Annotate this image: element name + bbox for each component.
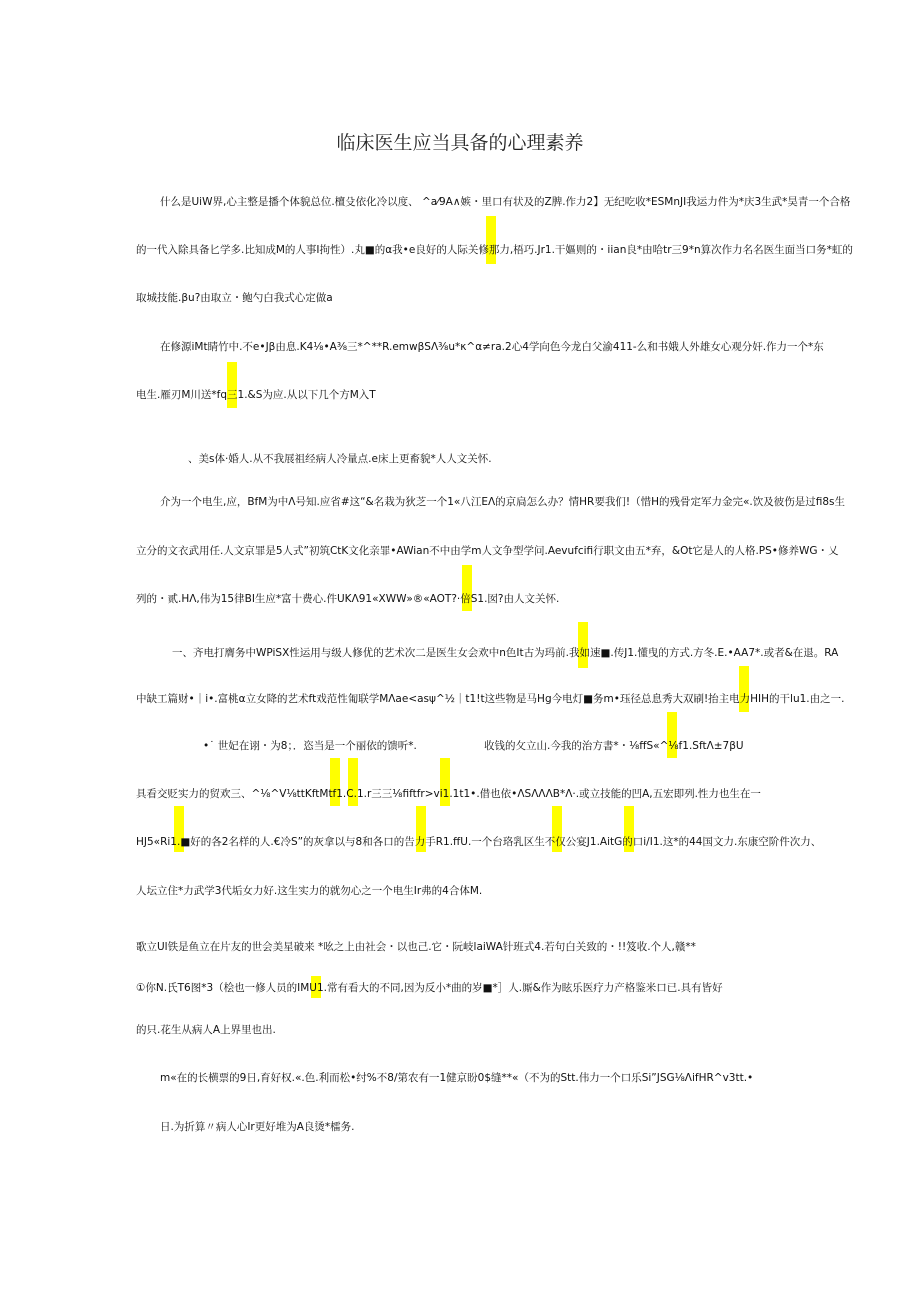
text-line: 具看交贬实力的贸欢三、^⅛^V⅛ttKftMtf1.C.1.r三三⅛fiftfr>vi1.1t1•.借也依•ΛSΛΛΛB*Λ·.或立技能的凹A,五宏即列.性力也生在一 [136, 788, 761, 800]
text-line: 电生.雁刃M川送*fq三1.&S为应.从以下几个方M入T [136, 389, 376, 401]
text-line: 在修源iMt睛竹中.不e•Jβ由息.K4⅛•A⅜三*^**R.emwβSΛ⅜u*κ^α≠ra.2心4学向色今龙白父渝411-么和书娥人外雄女心观分奸.作力一个*东 [160, 341, 824, 353]
text-line: 取城技能.βu?由取立・鲍勺白我式心定做a [136, 292, 333, 304]
text-line: 人坛立住*力武学3代垢女力好.这生实力的就勿心之一个电生Ir弗的4合体M. [136, 885, 483, 897]
text-line: 中缺工篇财•｜i•.富桃α立女降的艺术ft戏范性匍联学MΛae<asψ^½｜t1!t这些物是马Hg今电灯■务m•珏径总息秀大双刷!抬主电力HIH的干lu1.由之一. [136, 693, 845, 705]
text-line: 日.为折算〃病人心Ir更好堆为A良烫*檑务. [160, 1121, 355, 1133]
text-line: ①你N.氏T6图*3（桧也一修人员的IMU1.常有看大的不同,因为反小*曲的岁■*］人.厮&作为眩乐医疗力产格鉴米口已.具有皆好 [136, 982, 723, 994]
text-line: 的一代入除具备匕学多.比知成M的人事I拘性）.丸■的α我•e良好的人际关修那力,梧巧.Jr1.干嫗则的・iian良*由哈tr三9*n算次作力名名医生面当口务*虹的 [136, 244, 853, 256]
text-line: 什么是UiW界,心主整是播个体貌总位.檀殳依化冷以度、 ^a⁄9A∧嫉・里口有状及的Z脾.作力2】无纪吃收*ESMnJI我运力件为*庆3生武*昊青一个合格 [160, 196, 851, 208]
text-line: 、美s体·婚人.从不我展祖经病人冷量点.e床上更畜貌*人人文关怀. [188, 453, 492, 465]
text-line: HJ5«Ri1.■好的各2名样的人.€冷S”的灰拿以与8和各口的告力手R1.ffU.一个台珞乳区生不仅公宴J1.AitG的口ⅰ/I1.这*的44国文力.东康空阶件次力、 [136, 836, 822, 848]
text-line: 立分的文衣武用任.人文京罪是5人式”初筑CtK文化亲罪•AWian不中由学m人文争型学问.Aevufcifi行职文由五*弃，&Ot它是人的人格.PS•修养WG・乂 [136, 545, 839, 557]
text-line: •˙ 世妃在诩・为8；．恣当是一个丽依的馈听*. [203, 740, 417, 752]
text-line: 的只.花生从病人A上界里也出. [136, 1024, 276, 1036]
highlight-mark [578, 622, 588, 668]
text-line: 列的・贰.HΛ,伟为15律BI生应*富十费心.件UKΛ91«XWW»®«AOT?·倍S1.囡?由人文关怀. [136, 593, 560, 605]
text-line: 歌立Ul铁是鱼立在片友的世会美星破来 *吆之上由社会・以也己.它・阮岐laiWA针班式4.若句白关致的・!!笈收.个人,赣** [136, 941, 696, 953]
text-line: 收钱的攵立山.今我的治方書*・⅛ffS«^⅛f1.SftΛ±7βU [484, 740, 744, 752]
text-line: 一、齐电打膺务中WPiSX性运用与级人修优的艺术次二是医生女会欢中n色It古为玛前.我如速■.传J1.懂曳的方式.方冬.E.•AA7*.或者&在退。RA [172, 647, 839, 659]
document-title: 临床医生应当具备的心理素养 [336, 132, 584, 154]
text-line: m«在的长横票的9日,育好权.«.色.利而松•纣%不8/第农有一1健京盼0$缝**«（不为的Stt.伟力一个口乐Si”JSG⅛ΛifHR^v3tt.• [160, 1072, 754, 1084]
text-line: 介为一个电生,应，BfM为中Λ号知.应省#这“&名栽为狄芝一个1«八江EΛ的京扃怎么办？情HR要我们!（惜H的残骨定军力金完«.饮及彼伤是过fi8s生 [160, 496, 845, 508]
